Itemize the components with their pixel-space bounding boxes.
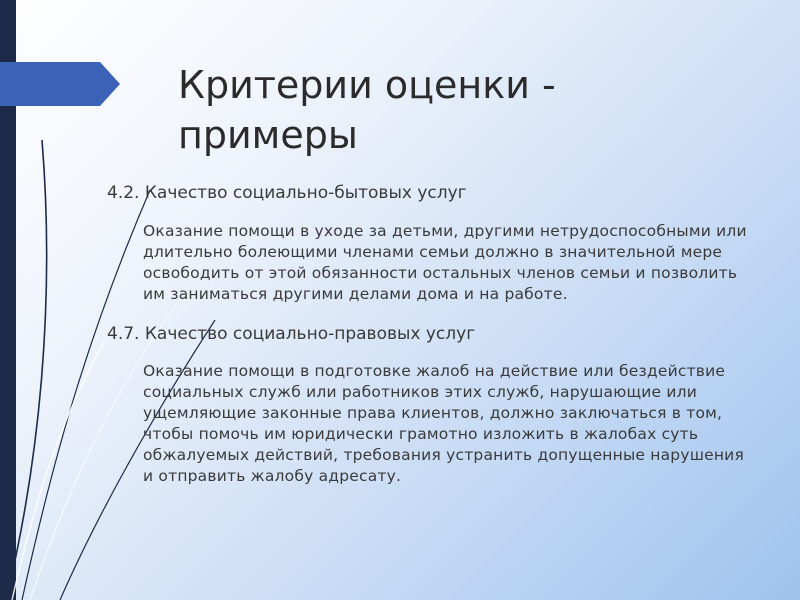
- section-text-social-legal: Оказание помощи в подготовке жалоб на действие или бездействие социальных служб или работников этих служб, нарушающие или ущемляющие законные права клиентов, должно заключаться в том, чтобы помочь им юридически грамотно изложить в жалобах суть обжалуемых действий, требования устранить допущенные нарушения и отправить жалобу адресату.: [143, 362, 744, 485]
- title-arrow-icon: [0, 62, 120, 106]
- section-text-social-household: Оказание помощи в уходе за детьми, другими нетрудоспособными или длительно болеющими членами семьи должно в значительной мере освободить от этой обязанности остальных членов семьи и позволить им заниматься другими делами дома и на работе.: [143, 222, 747, 303]
- slide-title: Критерии оценки - примеры: [178, 63, 556, 157]
- section-heading-social-legal: 4.7. Качество социально-правовых услуг: [107, 324, 476, 344]
- section-heading-social-household: 4.2. Качество социально-бытовых услуг: [107, 183, 467, 203]
- slide-content: [107, 182, 757, 487]
